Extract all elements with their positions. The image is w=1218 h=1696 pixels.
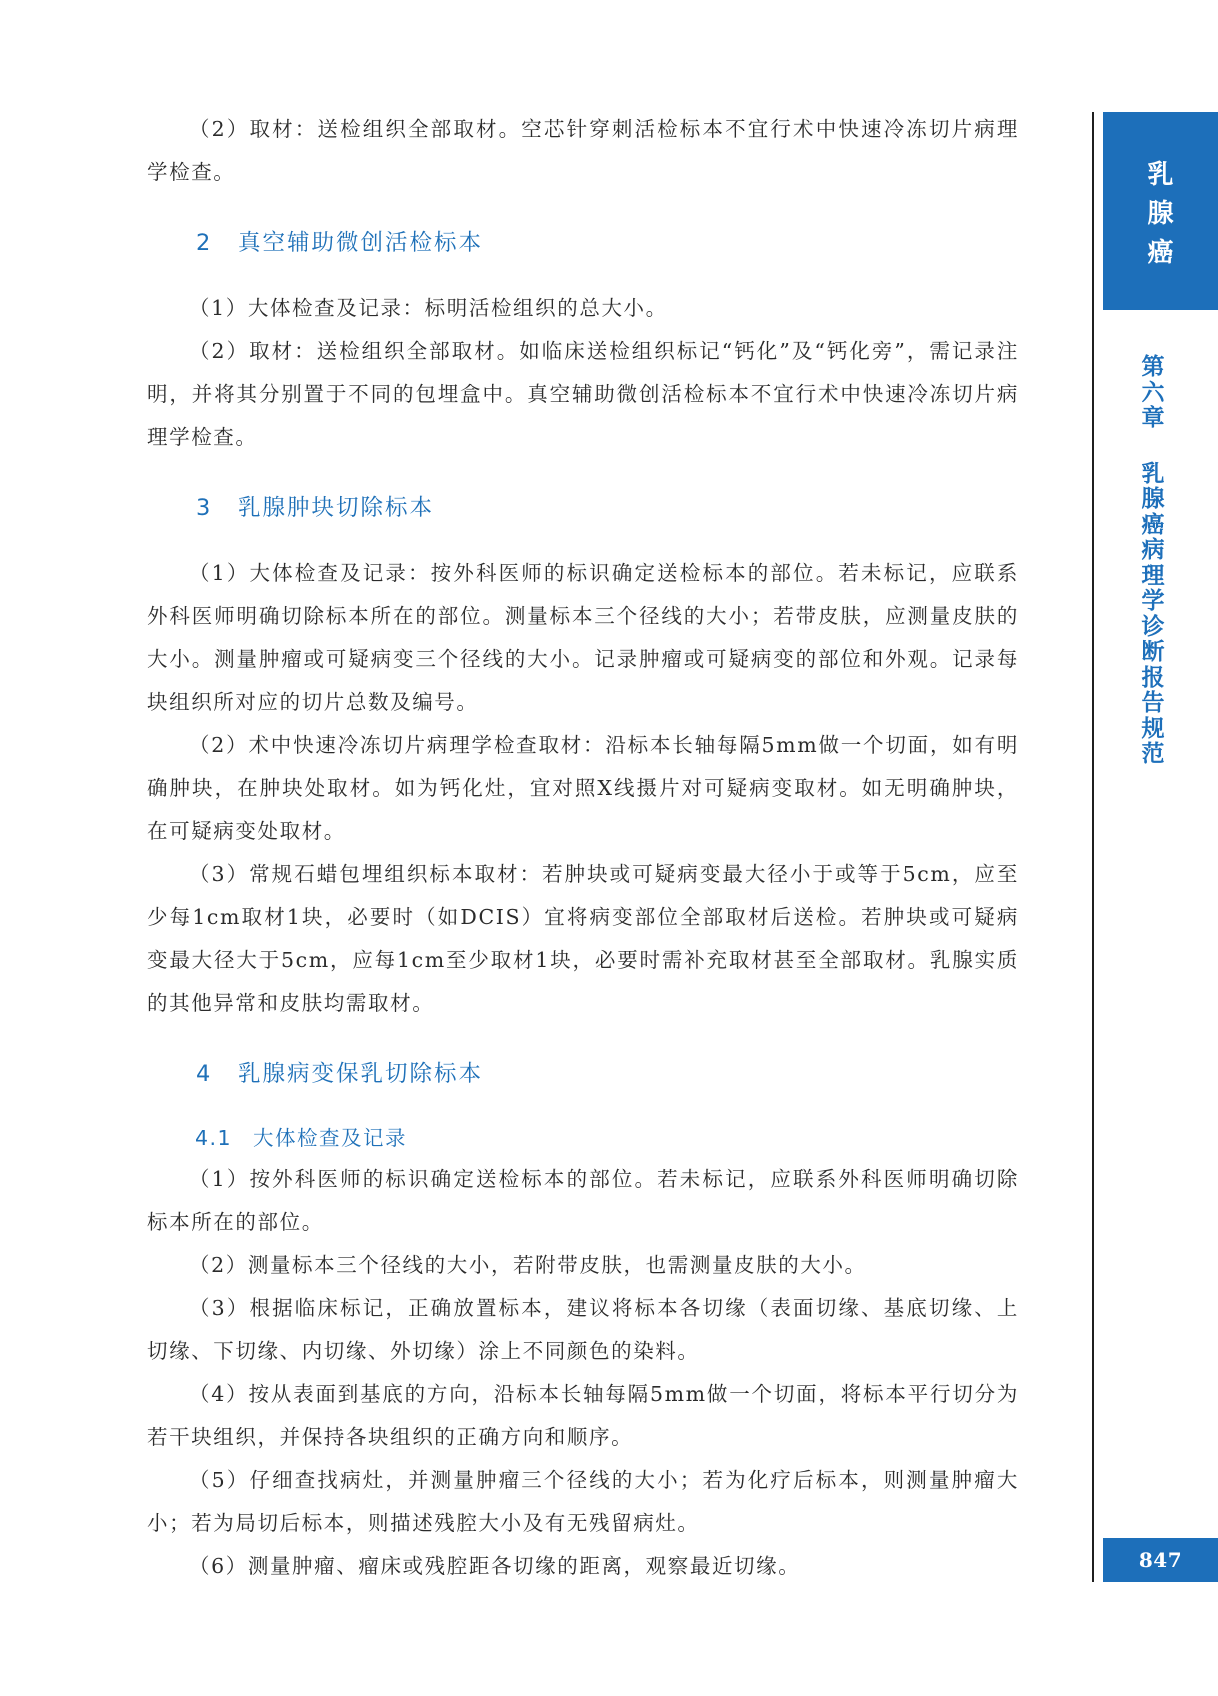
paragraph: （3）常规石蜡包埋组织标本取材：若肿块或可疑病变最大径小于或等于5cm，应至少每1cm取材1块，必要时（如DCIS）宜将病变部位全部取材后送检。若肿块或可疑病变最大径大于5cm，应每1cm至少取材1块，必要时需补充取材甚至全部取材。乳腺实质的其他异常和皮肤均需取材。	[147, 862, 1019, 1015]
paragraph: （2）取材：送检组织全部取材。如临床送检组织标记“钙化”及“钙化旁”，需记录注明，并将其分别置于不同的包埋盒中。真空辅助微创活检标本不宜行术中快速冷冻切片病理学检查。	[147, 339, 1019, 449]
section-number: 4	[196, 1061, 213, 1087]
paragraph: （2）术中快速冷冻切片病理学检查取材：沿标本长轴每隔5mm做一个切面，如有明确肿块，在肿块处取材。如为钙化灶，宜对照X线摄片对可疑病变取材。如无明确肿块，在可疑病变处取材。	[147, 733, 1019, 843]
section-title: 真空辅助微创活检标本	[238, 230, 484, 256]
paragraph: （1）大体检查及记录：按外科医师的标识确定送检标本的部位。若未标记，应联系外科医师明确切除标本所在的部位。测量标本三个径线的大小；若带皮肤，应测量皮肤的大小。测量肿瘤或可疑病变三个径线的大小。记录肿瘤或可疑病变的部位和外观。记录每块组织所对应的切片总数及编号。	[147, 561, 1019, 714]
section-title: 乳腺病变保乳切除标本	[238, 1061, 484, 1087]
paragraph: （1）大体检查及记录：标明活检组织的总大小。	[189, 296, 668, 320]
section-tab-label: 乳腺癌	[1147, 160, 1174, 268]
subsection-number: 4.1	[195, 1126, 233, 1150]
chapter-label: 第六章	[1141, 354, 1165, 431]
chapter-title: 乳腺癌病理学诊断报告规范	[1141, 460, 1165, 767]
page-number: 847	[1103, 1538, 1218, 1582]
margin-rule	[1092, 112, 1094, 1582]
section-title: 乳腺肿块切除标本	[238, 495, 435, 521]
paragraph: （5）仔细查找病灶，并测量肿瘤三个径线的大小；若为化疗后标本，则测量肿瘤大小；若为局切后标本，则描述残腔大小及有无残留病灶。	[147, 1468, 1019, 1535]
main-text	[147, 108, 1019, 1588]
subsection-heading-4-1	[195, 1118, 1019, 1158]
section-number: 2	[196, 230, 213, 256]
subsection-title: 大体检查及记录	[253, 1126, 407, 1150]
section-heading-4	[196, 1051, 1019, 1097]
paragraph: （3）根据临床标记，正确放置标本，建议将标本各切缘（表面切缘、基底切缘、上切缘、下切缘、内切缘、外切缘）涂上不同颜色的染料。	[147, 1296, 1019, 1363]
paragraph: （1）按外科医师的标识确定送检标本的部位。若未标记，应联系外科医师明确切除标本所在的部位。	[147, 1167, 1019, 1234]
paragraph: （2）测量标本三个径线的大小，若附带皮肤，也需测量皮肤的大小。	[189, 1253, 867, 1277]
section-heading-3	[196, 485, 1019, 531]
paragraph: （2）取材：送检组织全部取材。空芯针穿刺活检标本不宜行术中快速冷冻切片病理学检查。	[147, 117, 1019, 184]
section-heading-2	[196, 220, 1019, 266]
chapter-running-title	[1136, 355, 1170, 768]
section-number: 3	[196, 495, 213, 521]
section-tab	[1103, 112, 1218, 310]
paragraph: （6）测量肿瘤、瘤床或残腔距各切缘的距离，观察最近切缘。	[189, 1554, 801, 1578]
paragraph: （4）按从表面到基底的方向，沿标本长轴每隔5mm做一个切面，将标本平行切分为若干块组织，并保持各块组织的正确方向和顺序。	[147, 1382, 1019, 1449]
